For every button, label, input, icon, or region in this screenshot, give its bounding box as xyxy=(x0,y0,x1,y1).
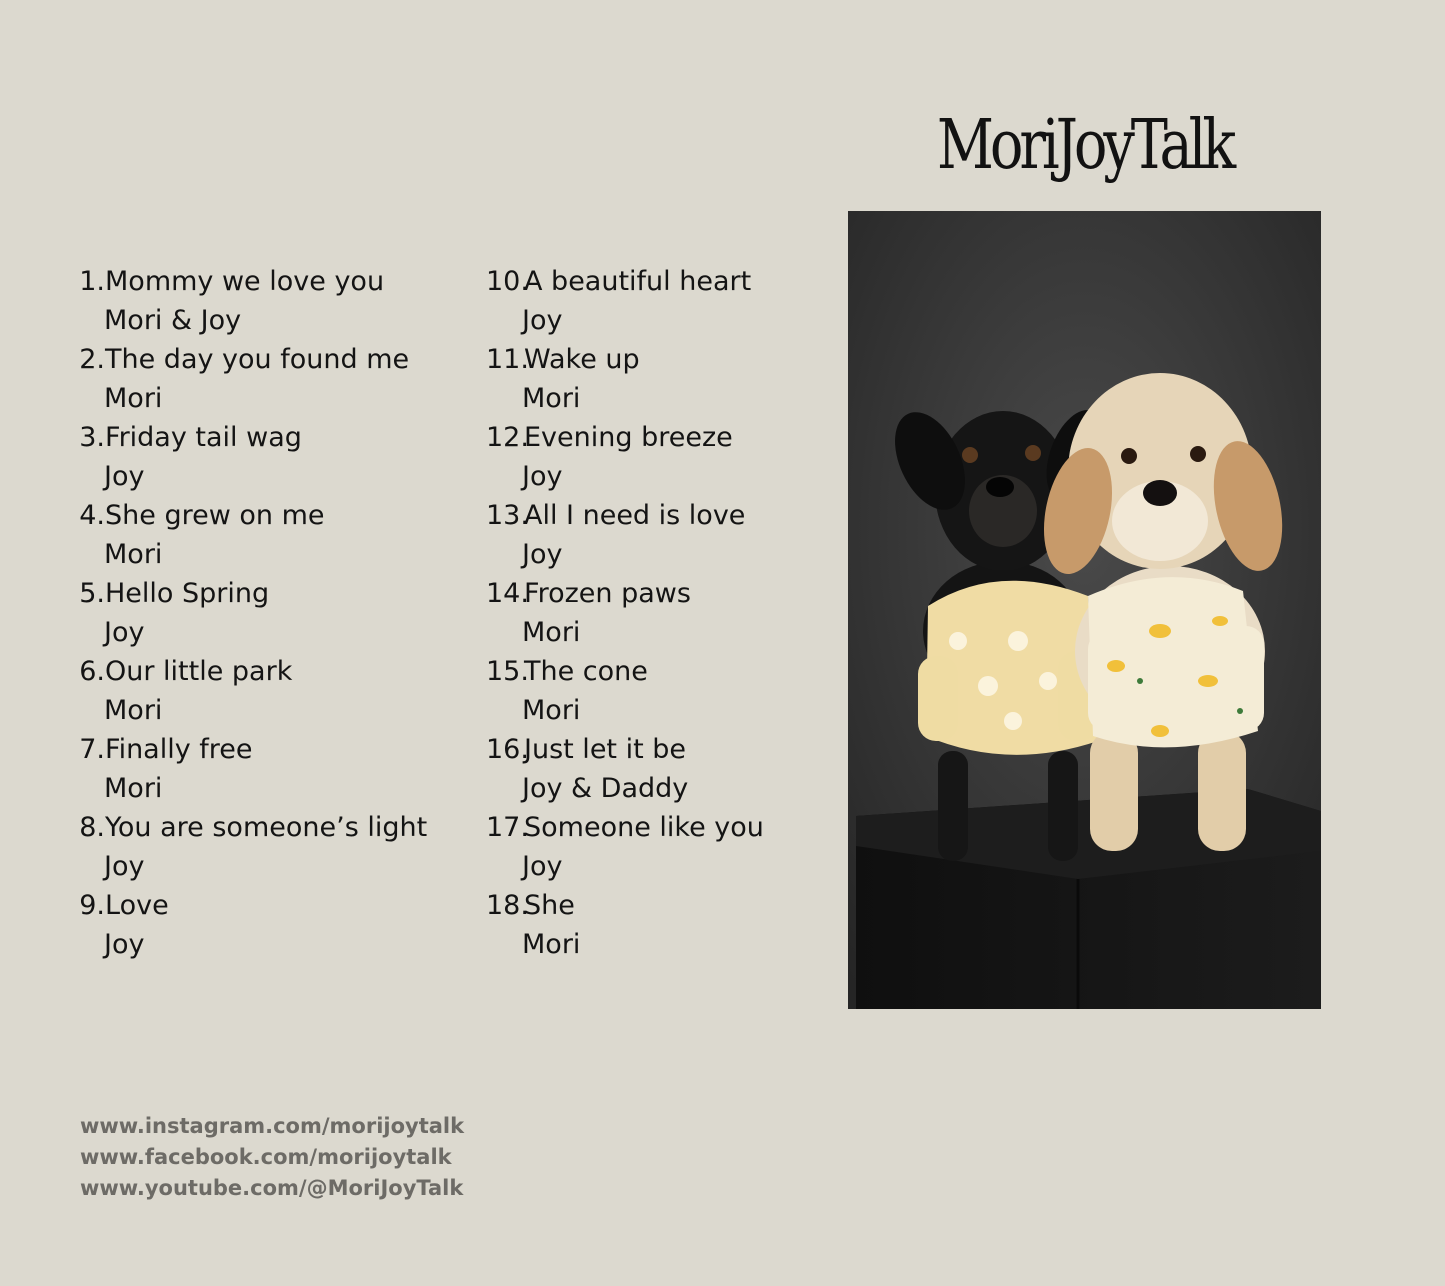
instagram-link[interactable]: www.instagram.com/morijoytalk xyxy=(80,1114,465,1138)
track-number: 16. xyxy=(486,734,529,765)
track-artist: Mori xyxy=(522,617,581,648)
track-number: 7. xyxy=(79,734,105,765)
track-title: Hello Spring xyxy=(105,578,270,609)
track-number: 14. xyxy=(486,578,529,609)
track-item xyxy=(486,652,764,730)
track-artist: Joy xyxy=(104,617,145,648)
track-item xyxy=(486,886,764,964)
track-item xyxy=(78,262,427,340)
track-item xyxy=(486,340,764,418)
youtube-link[interactable]: www.youtube.com/@MoriJoyTalk xyxy=(80,1176,464,1200)
track-artist: Mori xyxy=(522,695,581,726)
track-item xyxy=(486,418,764,496)
track-artist: Mori xyxy=(104,773,163,804)
track-artist: Joy xyxy=(104,851,145,882)
track-artist: Joy xyxy=(522,461,563,492)
track-number: 12. xyxy=(486,422,529,453)
track-artist: Mori xyxy=(104,695,163,726)
track-title: Evening breeze xyxy=(524,422,733,453)
brand-title: MoriJoyTalk xyxy=(936,106,1233,185)
track-number: 8. xyxy=(79,812,105,843)
track-artist: Joy & Daddy xyxy=(522,773,689,804)
track-number: 4. xyxy=(79,500,105,531)
track-title: Love xyxy=(105,890,169,921)
track-artist: Mori xyxy=(522,929,581,960)
track-item xyxy=(78,574,427,652)
tracklist-column-1 xyxy=(78,262,427,964)
track-artist: Joy xyxy=(522,305,563,336)
track-number: 1. xyxy=(79,266,105,297)
track-number: 13. xyxy=(486,500,529,531)
track-title: Frozen paws xyxy=(524,578,691,609)
track-title: She grew on me xyxy=(105,500,325,531)
social-links xyxy=(80,1111,464,1204)
track-title: All I need is love xyxy=(524,500,746,531)
track-title: Our little park xyxy=(105,656,293,687)
track-item xyxy=(486,262,764,340)
track-number: 5. xyxy=(79,578,105,609)
track-number: 10. xyxy=(486,266,529,297)
track-item xyxy=(78,340,427,418)
track-title: Friday tail wag xyxy=(105,422,302,453)
track-title: The day you found me xyxy=(105,344,410,375)
track-item xyxy=(486,808,764,886)
track-number: 6. xyxy=(79,656,105,687)
track-number: 15. xyxy=(486,656,529,687)
track-item xyxy=(78,652,427,730)
track-item xyxy=(78,886,427,964)
track-title: She xyxy=(524,890,575,921)
track-number: 9. xyxy=(79,890,105,921)
track-artist: Mori xyxy=(104,539,163,570)
track-title: Mommy we love you xyxy=(105,266,385,297)
track-item xyxy=(78,496,427,574)
track-item xyxy=(78,418,427,496)
facebook-link[interactable]: www.facebook.com/morijoytalk xyxy=(80,1145,452,1169)
track-title: Finally free xyxy=(105,734,253,765)
track-number: 11. xyxy=(486,344,529,375)
track-number: 3. xyxy=(79,422,105,453)
track-title: Just let it be xyxy=(524,734,687,765)
track-item xyxy=(78,808,427,886)
track-artist: Mori & Joy xyxy=(104,305,242,336)
track-number: 18. xyxy=(486,890,529,921)
track-title: Wake up xyxy=(524,344,640,375)
track-title: You are someone’s light xyxy=(105,812,428,843)
track-title: Someone like you xyxy=(524,812,764,843)
track-artist: Joy xyxy=(522,539,563,570)
track-title: The cone xyxy=(524,656,648,687)
track-artist: Mori xyxy=(522,383,581,414)
track-item xyxy=(486,730,764,808)
track-number: 2. xyxy=(79,344,105,375)
track-artist: Mori xyxy=(104,383,163,414)
track-artist: Joy xyxy=(522,851,563,882)
track-artist: Joy xyxy=(104,929,145,960)
track-artist: Joy xyxy=(104,461,145,492)
track-title: A beautiful heart xyxy=(524,266,752,297)
track-number: 17. xyxy=(486,812,529,843)
track-item xyxy=(486,574,764,652)
track-item xyxy=(78,730,427,808)
tracklist-column-2 xyxy=(486,262,764,964)
track-item xyxy=(486,496,764,574)
dogs-photo xyxy=(848,211,1321,1009)
